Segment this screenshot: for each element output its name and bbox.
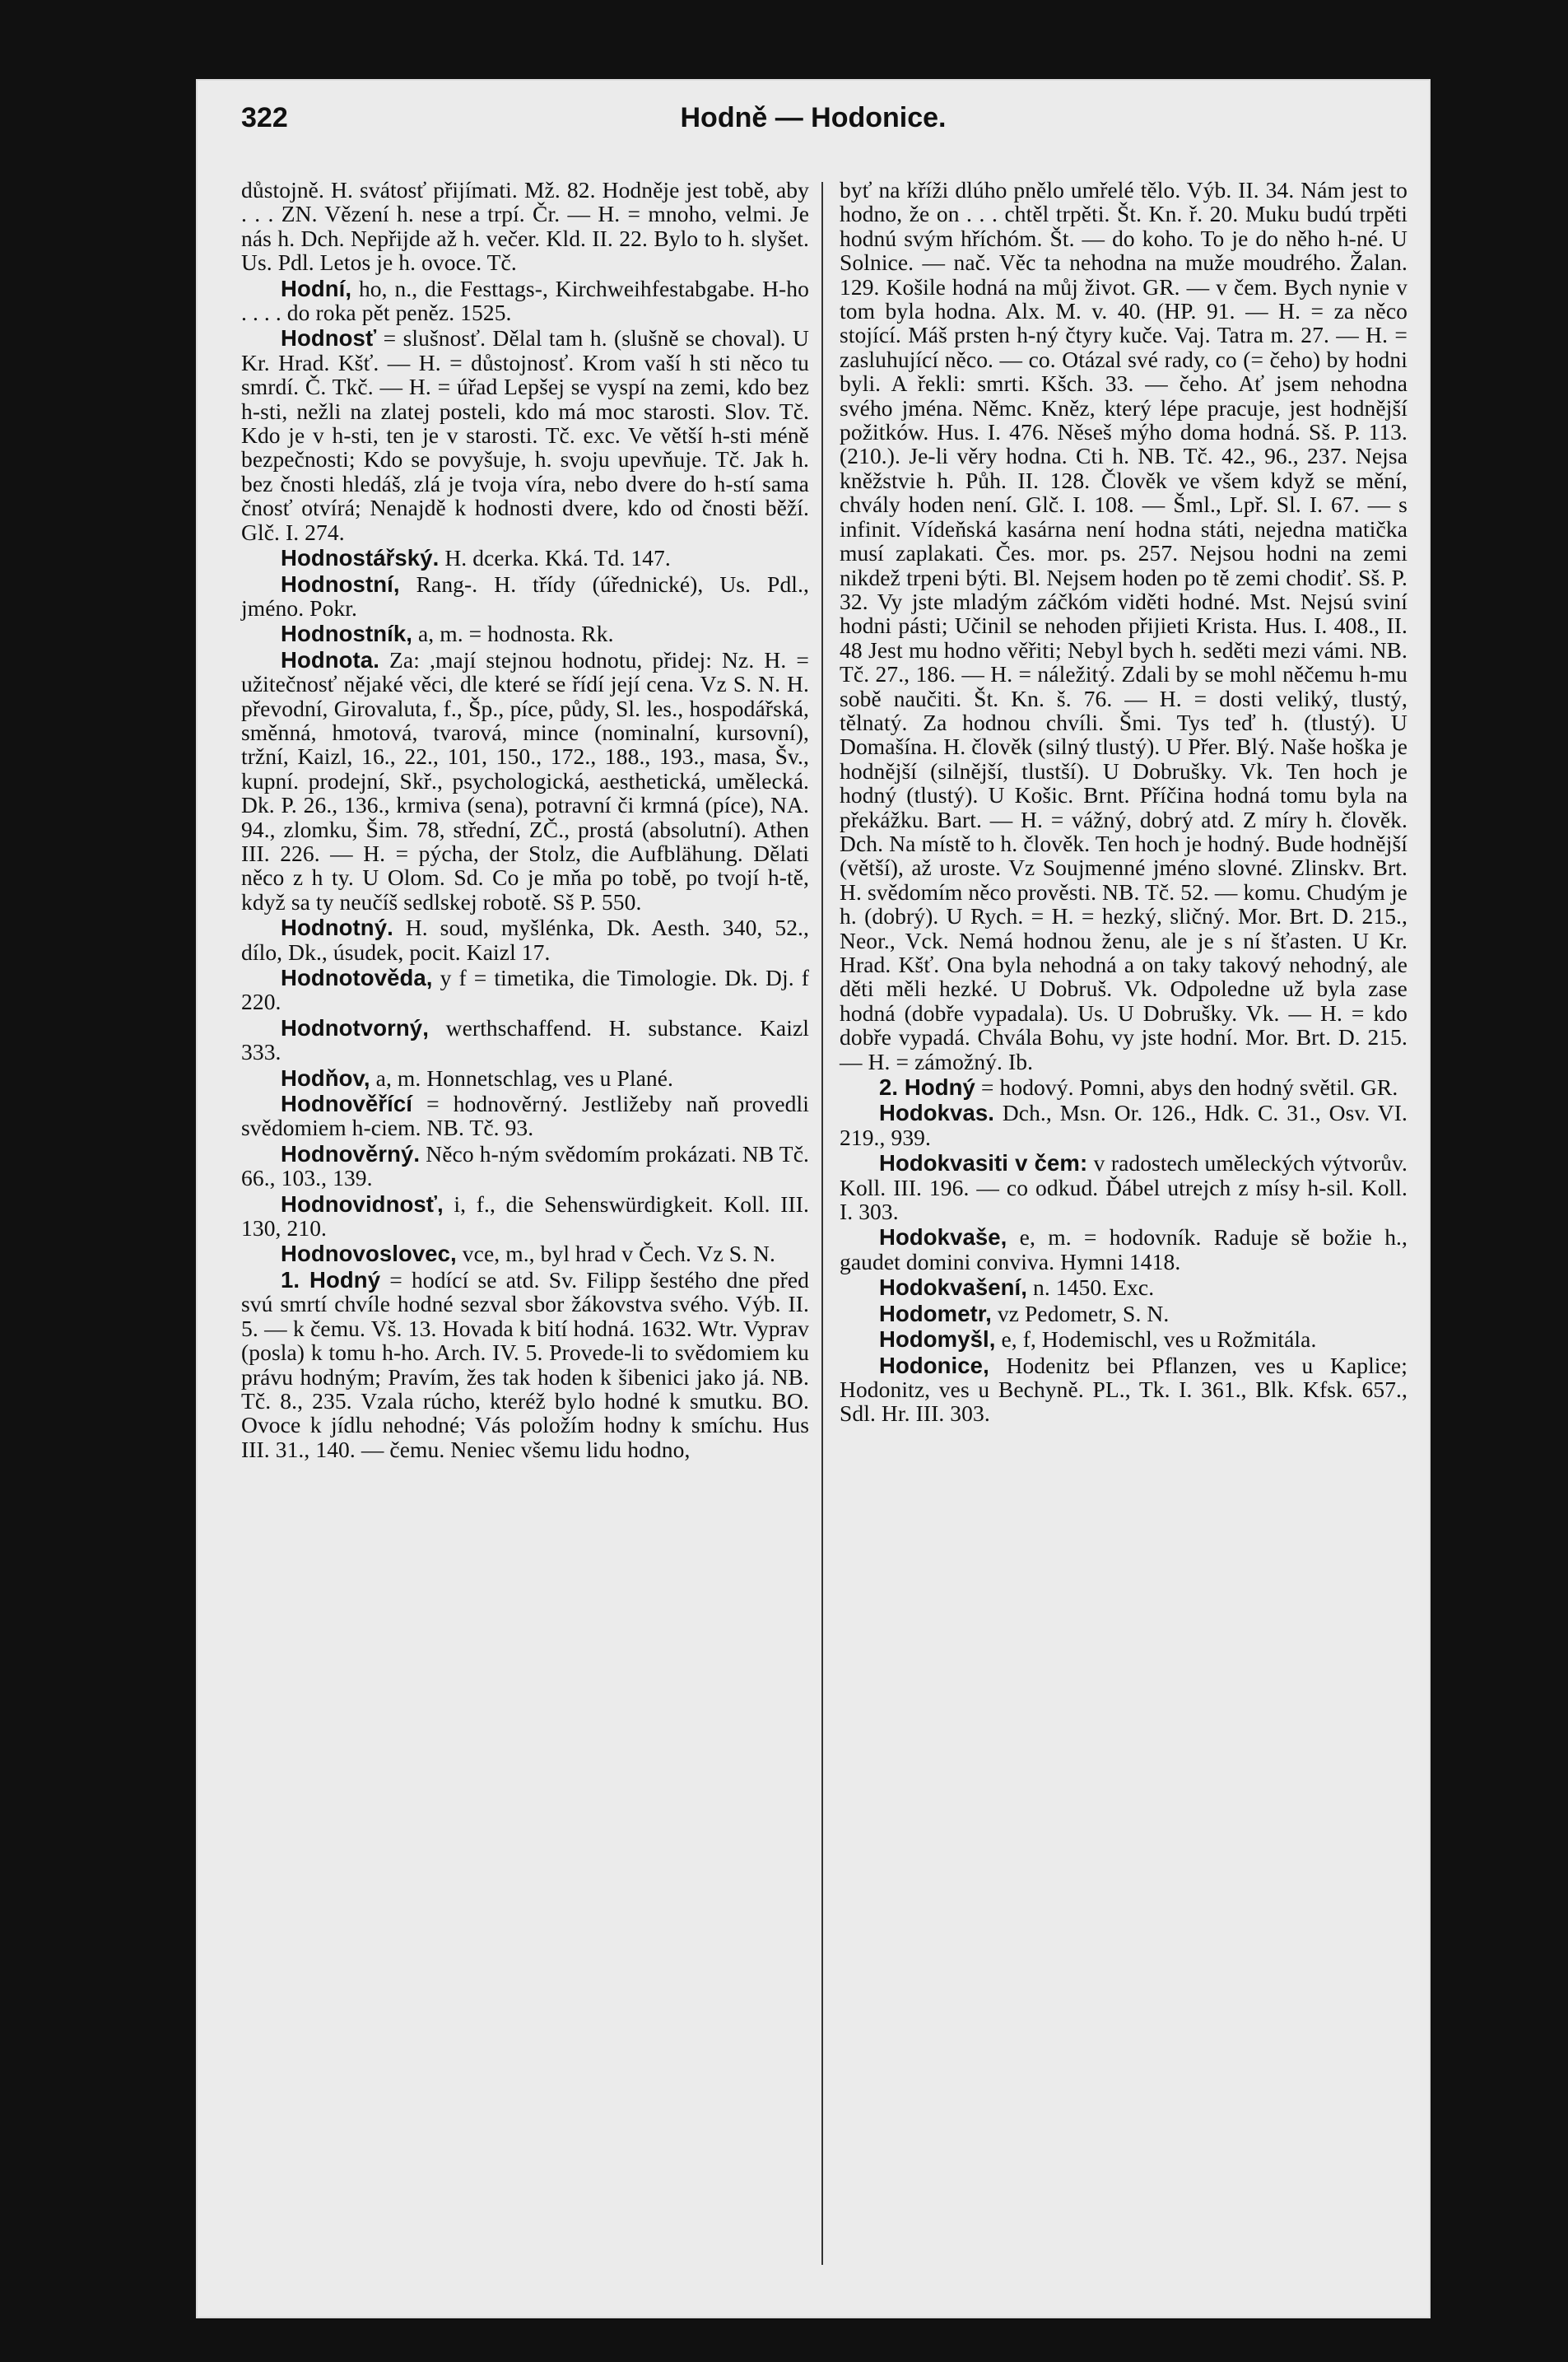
entry-text: Něco h-ným svědomím prokázati. NB Tč. 66., 103., 139. [241, 1140, 809, 1191]
entry-headword: Hodnovidnosť, [281, 1190, 444, 1217]
entry-headword: Hodnostní, [281, 571, 400, 597]
dictionary-entry [840, 1101, 1407, 1149]
entry-headword: Hodnostník, [281, 621, 412, 647]
dictionary-entry [241, 1242, 809, 1265]
entry-text: a, m. = hodnosta. Rk. [417, 621, 614, 647]
entry-headword: Hodnotvorný, [281, 1014, 429, 1041]
dictionary-entry [241, 622, 809, 645]
dictionary-entry [241, 326, 809, 544]
dictionary-entry [241, 1268, 809, 1461]
entry-headword: Hodnosť [281, 325, 377, 352]
entry-headword: 2. Hodný [879, 1074, 975, 1101]
entry-headword: Hodokvas. [879, 1100, 994, 1126]
page-header [241, 102, 1385, 151]
dictionary-entry [241, 1142, 809, 1190]
entry-text: = hodící se atd. Sv. Filipp šestého dne před svú smrtí chvíle hodné sezval sbor žákovstva svého. Výb. II. 5. — k čemu. Vš. 13. Hovada k bití hodná. 1632. Wtr. Vyprav (posla) k tomu h-ho. Arch. IV. 5. Provede-li to svědomiem ku právu hodným; Pravím, žes tak hoden k šibenici jako já. NB. Tč. 8., 235. Vzala rúcho, kteréž bylo hodné k smutku. BO. Ovoce k jídlu nehodné; Vás položím hodny k smíchu. Hus III. 31., 140. — čemu. Neniec všemu lidu hodno, [241, 1266, 809, 1462]
entry-text: i, f., die Sehenswürdigkeit. Koll. III. 130, 210. [241, 1190, 809, 1242]
entry-text: n. 1450. Exc. [1033, 1274, 1155, 1301]
entry-text: e, f, Hodemischl, ves u Rožmitála. [1001, 1326, 1317, 1353]
entry-headword: Hodomyšl, [879, 1326, 996, 1353]
entry-headword: Hodní, [281, 275, 352, 301]
dictionary-entry [241, 1192, 809, 1241]
entry-headword: Hodňov, [281, 1065, 370, 1091]
entry-headword: Hodnovoslovec, [281, 1241, 457, 1267]
entry-headword: Hodnověřící [281, 1091, 413, 1117]
entry-headword: Hodnota. [281, 646, 379, 673]
entry-headword: Hodometr, [879, 1300, 992, 1326]
entry-headword: Hodnotověda, [281, 965, 433, 990]
dictionary-entry [840, 1075, 1407, 1099]
entry-text: vce, m., byl hrad v Čech. Vz S. N. [462, 1241, 775, 1267]
dictionary-entry [840, 1275, 1407, 1299]
dictionary-entry [241, 1092, 809, 1140]
entry-text: ho, n., die Festtags-, Kirchweihfestabgabe. H-ho . . . . do roka pět peněz. 1525. [241, 275, 809, 326]
entry-text: v radostech uměleckých výtvorův. Koll. III. 196. — co odkud. Ďábel utrejch z mísy h-sil. Koll. I. 303. [840, 1150, 1407, 1225]
entry-text: = hodový. Pomni, abys den hodný světil. GR. [980, 1074, 1398, 1101]
dictionary-entry [840, 1151, 1407, 1223]
running-title: Hodně — Hodonice. [680, 102, 947, 133]
dictionary-entry [241, 277, 809, 325]
entry-text: byť na kříži dlúho pnělo umřelé tělo. Výb. II. 34. Nám jest to hodno, že on . . . chtěl trpěti. Št. Kn. ř. 20. Muku budú trpěti hodnú svým hříchóm. Št. — do koho. To je do něho h-né. U Solnice. — nač. Věc ta nehodna na muže moudrého. Žalan. 129. Košile hodná na můj život. GR. — v čem. Bych nynie v tom byla hodna. Alx. M. v. 40. (HP. 91. — H. = za něco stojící. Máš prsten h-ný čtyry kuče. Vaj. Tatra m. 27. — H. = zasluhující něco. — co. Otázal své rady, co (= čeho) by hodni byli. A řekli: smrti. Kšch. 33. — čeho. Ať jsem nehodna svého jména. Němc. Kněz, který lépe pracuje, jest hodnější požitków. Hus. I. 476. Něseš mýho doma hodná. Sš. P. 113. (210.). Je-li věry hodna. Cti h. NB. Tč. 42., 96., 237. Nejsa kněžstvie h. Půh. II. 128. Člověk ve všem když se mění, chvály hoden není. Glč. I. 108. — Šml., Lpř. Sl. I. 67. — s infinit. Vídeňská kasárna není hodna státi, nejedna matička musí zaplakati. Čes. mor. ps. 257. Nejsou hodni na zemi nikdež trpeni býti. Bl. Nejsem hoden po tě zemi chodiť. Sš. P. 32. Vy jste mladým záčkóm viděti hodné. Mst. Nejsú sviní hodni pásti; Učinil se nehoden přijieti Krista. Hus. I. 408., II. 48 Jest mu hodno věřiti; Nebyl bych h. seděti mezi vámi. NB. Tč. 27., 186. — H. = náležitý. Zdali by se mohl něčemu h-mu sobě naučiti. Št. Kn. š. 76. — H. = dosti veliký, tlustý, tělnatý. Za hodnou chvíli. Šmi. Tys teď h. (tlustý). U Domašína. H. člověk (silný tlustý). U Přer. Blý. Naše hoška je hodnější (silnější, tlustší). U Dobrušky. Vk. Ten hoch je hodný (tlustý). U Košic. Brnt. Příčina hodná tomu byla na překážku. Bart. — H. = vážný, dobrý atd. Z míry h. člověk. Dch. Na místě to h. člověk. Ten hoch je hodný. Bude hodnější (větší), až uroste. Vz Soujmenné jméno slovné. Zlinskv. Brt. H. svědomím něco prověsti. NB. Tč. 52. — komu. Chudým je h. (dobrý). U Rych. = H. = hezký, sličný. Mor. Brt. D. 215., Neor., Vck. Nemá hodnou ženu, ale je s ní šťasten. U Kr. Hrad. Kšť. Ona byla nehodná a on taky takový nehodný, ale děti měli hezké. U Dobruš. Vk. Odpoledne už byla zase hodná (dobře vypadala). Us. U Dobrušky. Vk. — H. = kdo dobře vypadá. Chvála Bohu, vy jste hodní. Mor. Brt. D. 215. — H. = zámožný. Ib. [840, 177, 1407, 1074]
entry-headword: 1. Hodný [281, 1266, 381, 1293]
entry-text: Dch., Msn. Or. 126., Hdk. C. 31., Osv. VI. 219., 939. [840, 1100, 1407, 1150]
entry-text: werthschaffend. H. substance. Kaizl 333. [241, 1014, 809, 1065]
entry-text: y f = timetika, die Timologie. Dk. Dj. f 220. [241, 965, 809, 1015]
entry-headword: Hodonice, [879, 1352, 989, 1378]
entry-text: = slušnosť. Dělal tam h. (slušně se choval). U Kr. Hrad. Kšť. — H. = důstojnosť. Krom vaší h sti něco tu smrdí. Č. Tkč. — H. = úřad Lepšej se vyspí na zemi, kdo bez h-sti, nežli na zlatej posteli, kdo má moc starosti. Slov. Tč. Kdo je v h-sti, ten je v starosti. Tč. exc. Ve větší h-sti méně bezpečnosti; Kdo se povyšuje, h. svoju upevňuje. Tč. Jak h. bez čnosti hledáš, zlá je tvoja víra, nebo dvere do h-stí sama čnosť otvírá; Nenajdě k hodnosti dvere, kdo od čnosti běží. Glč. I. 274. [241, 325, 809, 545]
entry-text: vz Pedometr, S. N. [997, 1300, 1170, 1326]
dictionary-entry [241, 178, 809, 275]
dictionary-entry [241, 1066, 809, 1090]
entry-text: H. dcerka. Kká. Td. 147. [444, 545, 671, 571]
entry-text: e, m. = hodovník. Raduje sě božie h., gaudet domini conviva. Hymni 1418. [840, 1224, 1407, 1274]
entry-text: = hodnověrný. Jestližeby naň provedli svědomiem h-ciem. NB. Tč. 93. [241, 1091, 809, 1141]
dictionary-entry [840, 1353, 1407, 1426]
entry-text: a, m. Honnetschlag, ves u Plané. [375, 1065, 674, 1091]
right-column [840, 178, 1407, 1428]
entry-headword: Hodnověrný. [281, 1140, 421, 1167]
entry-headword: Hodnostářský. [281, 545, 440, 571]
dictionary-entry [241, 648, 809, 914]
entry-headword: Hodokvasiti v čem: [879, 1150, 1088, 1176]
scan-frame [49, 0, 1523, 2362]
left-column [241, 178, 809, 1463]
entry-headword: Hodokvaše, [879, 1224, 1007, 1251]
entry-text: Rang-. H. třídy (úřednické), Us. Pdl., jméno. Pokr. [241, 571, 809, 621]
dictionary-page [196, 79, 1431, 2318]
dictionary-entry [840, 1302, 1407, 1325]
entry-text: Za: ,mají stejnou hodnotu, přidej: Nz. H. = užitečnosť nějaké věci, dle které se řídí její cena. Vz S. N. H. převodní, Girovaluta, f., Šp., píce, půdy, Sl. les., hospodářská, směnná, hmotová, tvarová, mince (nominalní, kursovní), tržní, Kaizl, 16., 22., 101, 150., 172., 188., 193., masa, Šv., kupní. prodejní, Skř., psychologická, aesthetická, umělecká. Dk. P. 26., 136., krmiva (sena), potravní či krmná (píce), NA. 94., zlomku, Šim. 78, střední, ZČ., prostá (absolutní). Athen III. 226. — H. = pýcha, der Stolz, die Aufblähung. Dělati něco z h ty. U Olom. Sd. Co je mňa po tobě, po tvojí h-tě, když sa ty neučíš sedlskej robotě. Sš P. 550. [241, 646, 809, 915]
dictionary-entry [840, 1225, 1407, 1274]
dictionary-entry [241, 915, 809, 964]
dictionary-entry [241, 572, 809, 621]
dictionary-entry [840, 1327, 1407, 1351]
dictionary-entry [241, 1016, 809, 1065]
entry-text: Hodenitz bei Pflanzen, ves u Kaplice; Hodonitz, ves u Bechyně. PL., Tk. I. 361., Blk. Kfsk. 657., Sdl. Hr. III. 303. [840, 1352, 1407, 1427]
entry-headword: Hodokvašení, [879, 1274, 1028, 1301]
column-divider [821, 182, 823, 2265]
dictionary-entry [840, 178, 1407, 1074]
entry-headword: Hodnotný. [281, 915, 393, 941]
entry-text: důstojně. H. svátosť přijímati. Mž. 82. Hodněje jest tobě, aby . . . ZN. Vězení h. nese a trpí. Čr. — H. = mnoho, velmi. Je nás h. Dch. Nepřijde až h. večer. Kld. II. 22. Bylo to h. slyšet. Us. Pdl. Letos je h. ovoce. Tč. [241, 177, 809, 276]
dictionary-entry [241, 966, 809, 1014]
page-number: 322 [241, 102, 288, 133]
dictionary-entry [241, 546, 809, 570]
entry-text: H. soud, myšlénka, Dk. Aesth. 340, 52., dílo, Dk., úsudek, pocit. Kaizl 17. [241, 915, 809, 965]
